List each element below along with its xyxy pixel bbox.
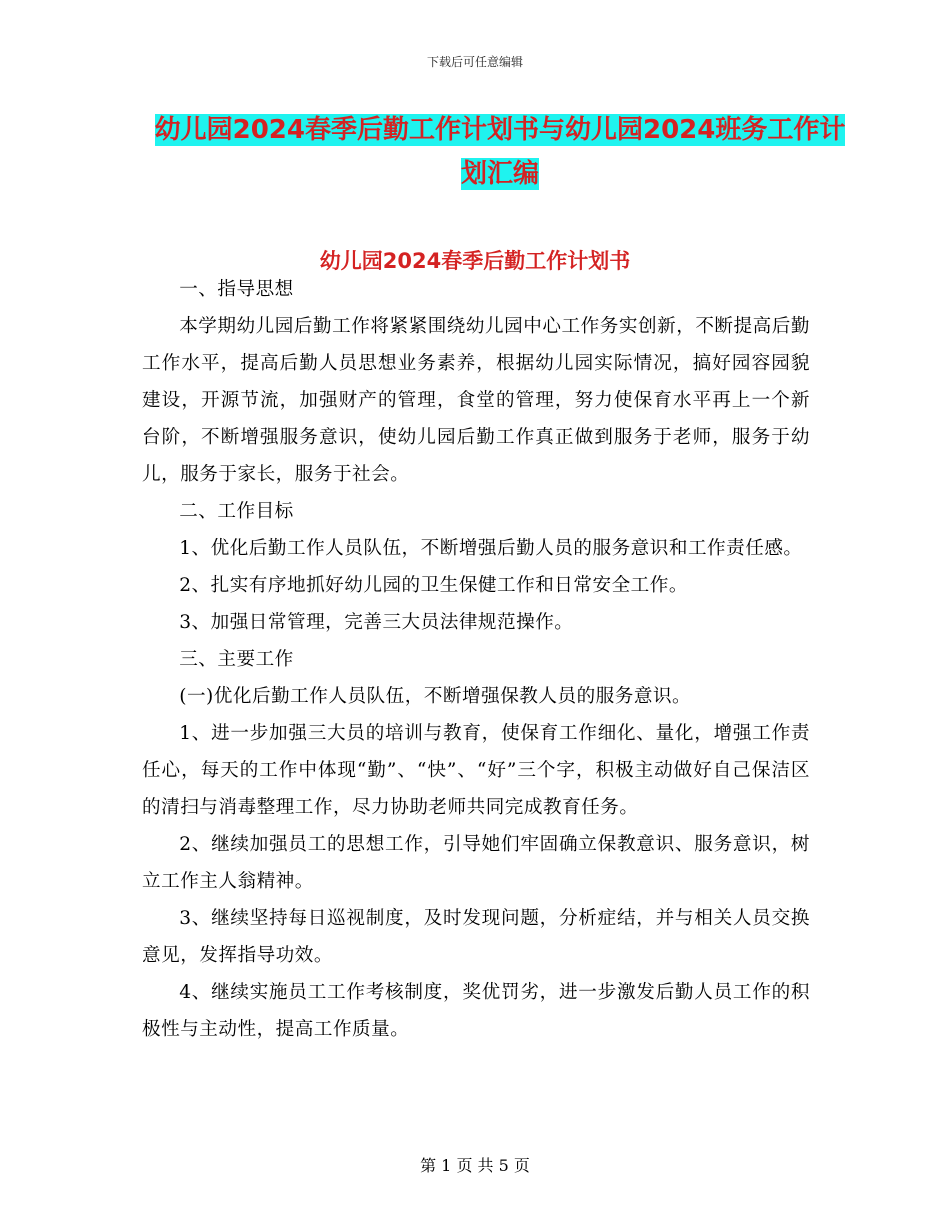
work-item-4: 4、继续实施员工工作考核制度，奖优罚劣，进一步激发后勤人员工作的积极性与主动性，提高工作质量。	[142, 982, 810, 1040]
page-footer: 第 1 页 共 5 页	[420, 1156, 530, 1175]
heading-guiding-ideology: 一、指导思想	[179, 279, 294, 300]
work-item-2: 2、继续加强员工的思想工作，引导她们牢固确立保教意识、服务意识，树立工作主人翁精神。	[142, 834, 810, 892]
section-title: 幼儿园2024春季后勤工作计划书	[319, 249, 631, 273]
goal-item-2: 2、扎实有序地抓好幼儿园的卫生保健工作和日常安全工作。	[179, 575, 688, 596]
work-item-3: 3、继续坚持每日巡视制度，及时发现问题，分析症结，并与相关人员交换意见，发挥指导功效。	[142, 908, 810, 966]
document-title-text: 幼儿园2024春季后勤工作计划书与幼儿园2024班务工作计划汇编	[154, 115, 846, 189]
page-header-note: 下载后可任意编辑	[426, 55, 523, 69]
heading-work-goals: 二、工作目标	[179, 501, 294, 522]
goal-item-3: 3、加强日常管理，完善三大员法律规范操作。	[179, 612, 574, 633]
paragraph-guiding-ideology: 本学期幼儿园后勤工作将紧紧围绕幼儿园中心工作务实创新，不断提高后勤工作水平，提高后勤人员思想业务素养，根据幼儿园实际情况，搞好园容园貌建设，开源节流，加强财产的管理，食堂的管理，努力使保育水平再上一个新台阶，不断增强服务意识，使幼儿园后勤工作真正做到服务于老师，服务于幼儿，服务于家长，服务于社会。	[142, 316, 810, 485]
goal-item-1: 1、优化后勤工作人员队伍，不断增强后勤人员的服务意识和工作责任感。	[179, 538, 803, 559]
document-title	[150, 108, 850, 196]
subheading-optimize-staff: (一)优化后勤工作人员队伍，不断增强保教人员的服务意识。	[179, 686, 692, 707]
work-item-1: 1、进一步加强三大员的培训与教育，使保育工作细化、量化，增强工作责任心，每天的工作中体现“勤”、“快”、“好”三个字，积极主动做好自己保洁区的清扫与消毒整理工作，尽力协助老师共同完成教育任务。	[142, 723, 810, 818]
document-body	[142, 271, 810, 1048]
heading-main-work: 三、主要工作	[179, 649, 294, 670]
